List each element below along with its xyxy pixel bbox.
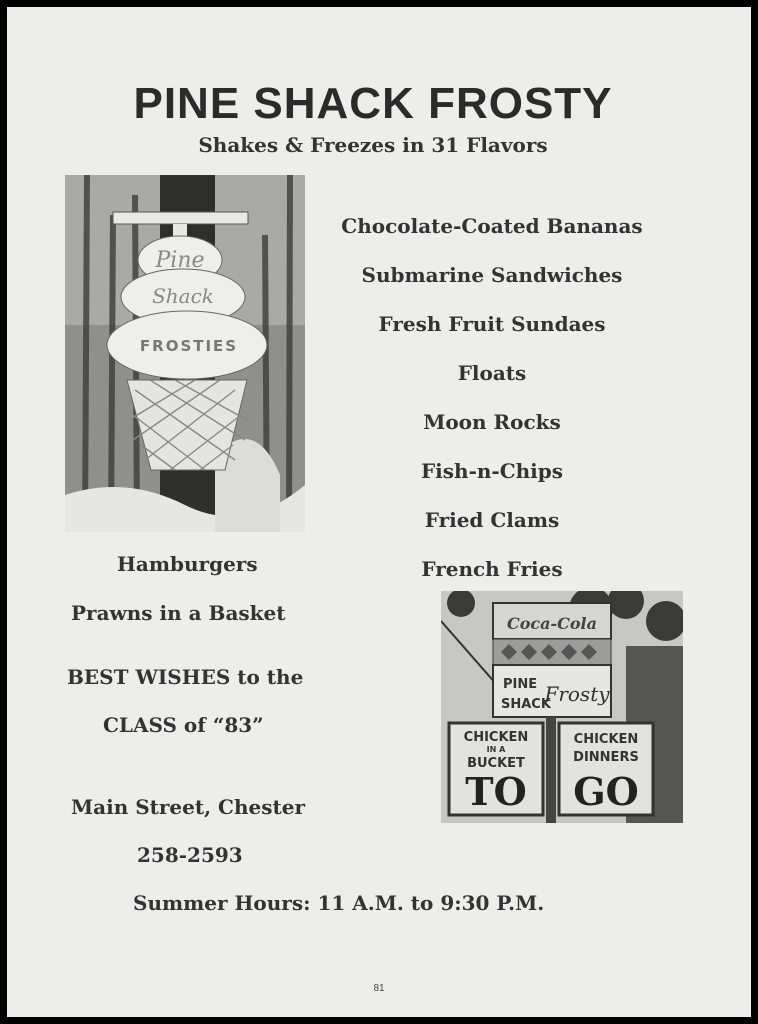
menu-item: Fresh Fruit Sundaes (378, 312, 606, 336)
cone-line-2: Shack (152, 284, 214, 308)
hamburgers-text: Hamburgers (117, 552, 258, 576)
cone-line-1: Pine (155, 248, 205, 273)
menu-item: Chocolate-Coated Bananas (341, 214, 643, 238)
left-sign-line-3: BUCKET (467, 756, 525, 771)
yearbook-ad-page (7, 7, 751, 1017)
cone-line-3: FROSTIES (139, 337, 239, 355)
prawns-text: Prawns in a Basket (71, 601, 286, 625)
chicken-sign-photo (441, 591, 683, 823)
menu-item: Fried Clams (424, 508, 560, 532)
pine-text: PINE (503, 677, 538, 692)
frosty-script: Frosty (544, 682, 610, 706)
right-sign-line-1: CHICKEN (573, 732, 639, 747)
to-text: TO (465, 769, 527, 814)
left-sign-line-1: CHICKEN (463, 730, 529, 745)
menu-item: French Fries (421, 557, 563, 581)
menu-item: Submarine Sandwiches (361, 263, 623, 287)
hours-text: Summer Hours: 11 A.M. to 9:30 P.M. (133, 891, 545, 915)
best-wishes-line-2: CLASS of “83” (103, 713, 264, 737)
address-text: Main Street, Chester (71, 795, 305, 819)
left-sign-line-2: IN A (486, 745, 506, 754)
menu-item: Moon Rocks (423, 410, 561, 434)
coca-cola-logo: Coca-Cola (506, 614, 598, 633)
right-sign-line-2: DINNERS (573, 750, 639, 765)
ad-subtitle: Shakes & Freezes in 31 Flavors (198, 133, 548, 157)
ad-title: PINE SHACK FROSTY (133, 79, 613, 128)
page-number: 81 (373, 983, 385, 994)
go-text: GO (573, 769, 639, 814)
cone-sign-photo (65, 175, 305, 532)
best-wishes-line-1: BEST WISHES to the (67, 665, 304, 689)
phone-text: 258-2593 (137, 843, 243, 867)
menu-item: Floats (457, 361, 527, 385)
shack-text: SHACK (501, 697, 551, 712)
menu-item: Fish-n-Chips (420, 459, 564, 483)
menu-list (307, 207, 677, 599)
